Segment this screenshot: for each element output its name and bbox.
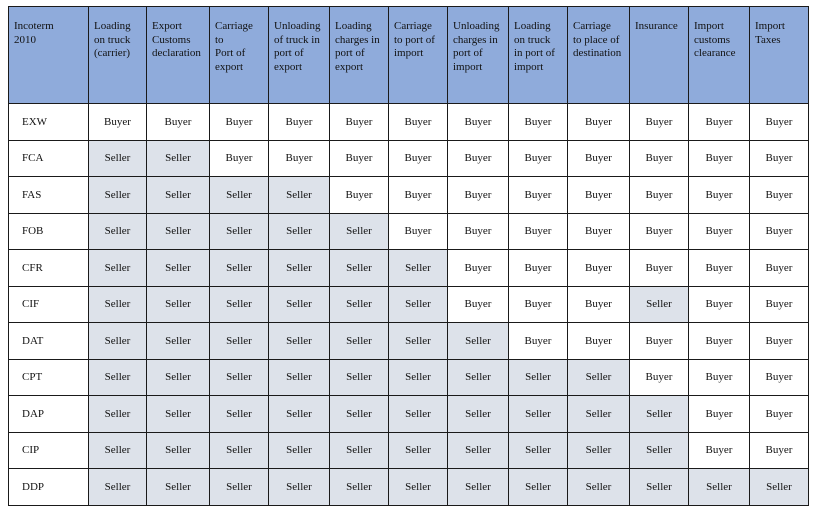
responsibility-cell: Seller	[568, 432, 630, 469]
responsibility-cell: Seller	[689, 469, 750, 506]
responsibility-cell: Seller	[89, 432, 147, 469]
responsibility-cell: Seller	[330, 286, 389, 323]
responsibility-cell: Buyer	[689, 432, 750, 469]
responsibility-cell: Buyer	[750, 432, 809, 469]
responsibility-cell: Buyer	[630, 177, 689, 214]
header-insurance: Insurance	[630, 7, 689, 104]
incoterm-cell: FAS	[9, 177, 89, 214]
responsibility-cell: Buyer	[689, 104, 750, 141]
responsibility-cell: Buyer	[448, 140, 509, 177]
responsibility-cell: Seller	[210, 286, 269, 323]
responsibility-cell: Buyer	[630, 104, 689, 141]
responsibility-cell: Buyer	[689, 286, 750, 323]
responsibility-cell: Buyer	[689, 396, 750, 433]
incoterm-cell: CIF	[9, 286, 89, 323]
responsibility-cell: Buyer	[750, 213, 809, 250]
responsibility-cell: Seller	[568, 359, 630, 396]
incoterm-cell: CFR	[9, 250, 89, 287]
incoterm-cell: CPT	[9, 359, 89, 396]
responsibility-cell: Buyer	[509, 286, 568, 323]
responsibility-cell: Seller	[89, 396, 147, 433]
responsibility-cell: Buyer	[269, 104, 330, 141]
responsibility-cell: Buyer	[147, 104, 210, 141]
responsibility-cell: Seller	[330, 432, 389, 469]
responsibility-cell: Seller	[269, 323, 330, 360]
responsibility-cell: Seller	[210, 359, 269, 396]
responsibility-cell: Seller	[89, 140, 147, 177]
responsibility-cell: Seller	[448, 396, 509, 433]
responsibility-cell: Seller	[147, 359, 210, 396]
responsibility-cell: Seller	[509, 469, 568, 506]
responsibility-cell: Buyer	[689, 359, 750, 396]
responsibility-cell: Buyer	[448, 104, 509, 141]
responsibility-cell: Seller	[448, 359, 509, 396]
responsibility-cell: Seller	[630, 396, 689, 433]
responsibility-cell: Seller	[330, 469, 389, 506]
responsibility-cell: Buyer	[389, 140, 448, 177]
responsibility-cell: Buyer	[269, 140, 330, 177]
incoterms-table-wrapper	[8, 6, 809, 506]
responsibility-cell: Buyer	[509, 250, 568, 287]
table-row-ddp	[9, 469, 809, 506]
incoterm-cell: CIP	[9, 432, 89, 469]
responsibility-cell: Buyer	[568, 286, 630, 323]
responsibility-cell: Seller	[147, 250, 210, 287]
responsibility-cell: Buyer	[568, 250, 630, 287]
responsibility-cell: Seller	[210, 396, 269, 433]
responsibility-cell: Buyer	[448, 250, 509, 287]
table-row-cip	[9, 432, 809, 469]
header-export-customs: Export Customs declaration	[147, 7, 210, 104]
incoterm-cell: FOB	[9, 213, 89, 250]
responsibility-cell: Seller	[210, 469, 269, 506]
responsibility-cell: Seller	[89, 250, 147, 287]
table-header	[9, 7, 809, 104]
header-incoterm: Incoterm 2010	[9, 7, 89, 104]
responsibility-cell: Seller	[147, 396, 210, 433]
responsibility-cell: Seller	[630, 469, 689, 506]
table-row-dat	[9, 323, 809, 360]
responsibility-cell: Seller	[147, 469, 210, 506]
responsibility-cell: Buyer	[750, 140, 809, 177]
responsibility-cell: Seller	[568, 396, 630, 433]
responsibility-cell: Buyer	[509, 104, 568, 141]
responsibility-cell: Buyer	[689, 250, 750, 287]
header-carriage-to-destination: Carriage to place of destination	[568, 7, 630, 104]
incoterm-cell: DAT	[9, 323, 89, 360]
responsibility-cell: Seller	[269, 396, 330, 433]
responsibility-cell: Buyer	[630, 213, 689, 250]
header-import-taxes: Import Taxes	[750, 7, 809, 104]
responsibility-cell: Buyer	[750, 323, 809, 360]
responsibility-cell: Buyer	[750, 359, 809, 396]
responsibility-cell: Seller	[89, 359, 147, 396]
responsibility-cell: Seller	[269, 432, 330, 469]
responsibility-cell: Seller	[630, 432, 689, 469]
table-row-cif	[9, 286, 809, 323]
responsibility-cell: Buyer	[448, 286, 509, 323]
responsibility-cell: Buyer	[750, 396, 809, 433]
responsibility-cell: Seller	[509, 359, 568, 396]
incoterm-cell: FCA	[9, 140, 89, 177]
responsibility-cell: Buyer	[568, 104, 630, 141]
table-row-dap	[9, 396, 809, 433]
responsibility-cell: Buyer	[568, 213, 630, 250]
header-loading-truck-import: Loading on truck in port of import	[509, 7, 568, 104]
responsibility-cell: Seller	[89, 286, 147, 323]
responsibility-cell: Seller	[89, 469, 147, 506]
responsibility-cell: Buyer	[689, 213, 750, 250]
header-unloading-import: Unloading charges in port of import	[448, 7, 509, 104]
responsibility-cell: Seller	[210, 250, 269, 287]
responsibility-cell: Seller	[147, 177, 210, 214]
responsibility-cell: Buyer	[509, 140, 568, 177]
header-import-customs: Import customs clearance	[689, 7, 750, 104]
responsibility-cell: Seller	[269, 469, 330, 506]
responsibility-cell: Seller	[330, 213, 389, 250]
responsibility-cell: Seller	[448, 469, 509, 506]
responsibility-cell: Buyer	[389, 213, 448, 250]
responsibility-cell: Buyer	[509, 323, 568, 360]
responsibility-cell: Buyer	[750, 286, 809, 323]
responsibility-cell: Seller	[389, 469, 448, 506]
responsibility-cell: Seller	[147, 432, 210, 469]
responsibility-cell: Buyer	[389, 177, 448, 214]
responsibility-cell: Buyer	[750, 104, 809, 141]
responsibility-cell: Seller	[89, 213, 147, 250]
table-row-exw	[9, 104, 809, 141]
responsibility-cell: Seller	[147, 323, 210, 360]
table-row-cfr	[9, 250, 809, 287]
responsibility-cell: Seller	[330, 359, 389, 396]
responsibility-cell: Buyer	[630, 250, 689, 287]
responsibility-cell: Seller	[630, 286, 689, 323]
responsibility-cell: Buyer	[389, 104, 448, 141]
responsibility-cell: Buyer	[448, 177, 509, 214]
responsibility-cell: Seller	[210, 323, 269, 360]
table-row-fas	[9, 177, 809, 214]
responsibility-cell: Seller	[330, 323, 389, 360]
responsibility-cell: Seller	[448, 432, 509, 469]
responsibility-cell: Seller	[389, 250, 448, 287]
responsibility-cell: Seller	[147, 140, 210, 177]
incoterm-cell: EXW	[9, 104, 89, 141]
responsibility-cell: Seller	[210, 177, 269, 214]
responsibility-cell: Seller	[330, 250, 389, 287]
incoterms-table	[8, 6, 809, 506]
responsibility-cell: Buyer	[750, 177, 809, 214]
responsibility-cell: Seller	[269, 286, 330, 323]
responsibility-cell: Seller	[269, 250, 330, 287]
responsibility-cell: Buyer	[630, 140, 689, 177]
header-carriage-to-port-of-export: Carriage to Port of export	[210, 7, 269, 104]
incoterm-cell: DDP	[9, 469, 89, 506]
responsibility-cell: Seller	[568, 469, 630, 506]
responsibility-cell: Seller	[269, 177, 330, 214]
responsibility-cell: Buyer	[630, 359, 689, 396]
table-body	[9, 104, 809, 506]
responsibility-cell: Buyer	[689, 140, 750, 177]
responsibility-cell: Seller	[210, 213, 269, 250]
responsibility-cell: Buyer	[210, 140, 269, 177]
responsibility-cell: Seller	[389, 432, 448, 469]
responsibility-cell: Buyer	[568, 140, 630, 177]
responsibility-cell: Buyer	[568, 177, 630, 214]
responsibility-cell: Seller	[210, 432, 269, 469]
responsibility-cell: Seller	[389, 359, 448, 396]
responsibility-cell: Buyer	[630, 323, 689, 360]
responsibility-cell: Buyer	[210, 104, 269, 141]
responsibility-cell: Seller	[89, 177, 147, 214]
header-carriage-to-port-of-import: Carriage to port of import	[389, 7, 448, 104]
header-unloading-export: Unloading of truck in port of export	[269, 7, 330, 104]
responsibility-cell: Seller	[750, 469, 809, 506]
responsibility-cell: Seller	[269, 213, 330, 250]
responsibility-cell: Seller	[389, 323, 448, 360]
header-loading-on-truck: Loading on truck (carrier)	[89, 7, 147, 104]
responsibility-cell: Seller	[147, 286, 210, 323]
header-loading-charges-export: Loading charges in port of export	[330, 7, 389, 104]
responsibility-cell: Seller	[509, 396, 568, 433]
responsibility-cell: Buyer	[330, 140, 389, 177]
responsibility-cell: Seller	[389, 396, 448, 433]
responsibility-cell: Seller	[448, 323, 509, 360]
responsibility-cell: Buyer	[568, 323, 630, 360]
table-row-fca	[9, 140, 809, 177]
responsibility-cell: Buyer	[689, 323, 750, 360]
responsibility-cell: Seller	[269, 359, 330, 396]
responsibility-cell: Seller	[89, 323, 147, 360]
responsibility-cell: Seller	[509, 432, 568, 469]
responsibility-cell: Buyer	[689, 177, 750, 214]
responsibility-cell: Buyer	[509, 213, 568, 250]
responsibility-cell: Buyer	[509, 177, 568, 214]
responsibility-cell: Seller	[330, 396, 389, 433]
responsibility-cell: Buyer	[750, 250, 809, 287]
responsibility-cell: Seller	[389, 286, 448, 323]
table-row-cpt	[9, 359, 809, 396]
responsibility-cell: Buyer	[89, 104, 147, 141]
incoterm-cell: DAP	[9, 396, 89, 433]
header-row	[9, 7, 809, 104]
responsibility-cell: Buyer	[330, 104, 389, 141]
table-row-fob	[9, 213, 809, 250]
responsibility-cell: Buyer	[330, 177, 389, 214]
responsibility-cell: Seller	[147, 213, 210, 250]
responsibility-cell: Buyer	[448, 213, 509, 250]
